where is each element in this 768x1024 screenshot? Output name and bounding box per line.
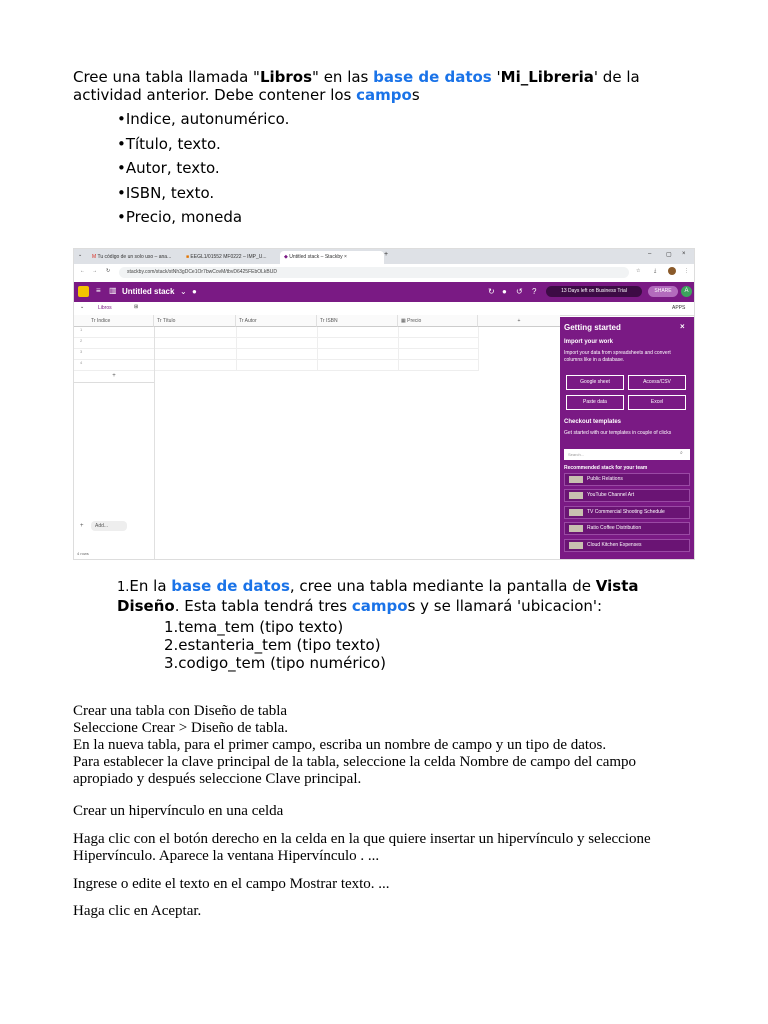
profile-avatar[interactable] <box>668 267 676 275</box>
templates-title: Checkout templates <box>564 419 622 425</box>
list-item: 2.estanteria_tem (tipo texto) <box>164 636 381 654</box>
template-thumbnail <box>569 525 583 532</box>
link-base-de-datos[interactable]: base de datos <box>373 68 492 86</box>
recommended-label: Recommended stack for your team <box>564 465 648 471</box>
table-design-notes: Crear una tabla con Diseño de tabla Seleccione Crear > Diseño de tabla. En la nueva tabla, para el primer campo, escriba un nombre de campo y un tipo de datos. Para establecer la clave principal de la tabla, seleccione la celda Nombre de campo del campo apropiado y después seleccione Clave principal. <box>73 703 637 787</box>
url-input[interactable]: stackby.com/stack/stNh3gDCe1Or7bwCovM/tbvD6425FEbOLkBUD <box>119 267 629 278</box>
paste-data-button[interactable]: Paste data <box>566 395 624 410</box>
excel-button[interactable]: Excel <box>628 395 686 410</box>
info-icon[interactable]: ● <box>192 287 197 296</box>
table-row[interactable]: 3 <box>74 349 478 360</box>
link-campo[interactable]: campo <box>351 597 408 615</box>
field-list <box>117 110 289 233</box>
template-search-input[interactable]: Search... <box>564 449 690 460</box>
import-desc: Import your data from spreadsheets and convert columns like in a database. <box>564 350 671 363</box>
add-button[interactable]: Add... <box>91 521 127 531</box>
list-item: 3.codigo_tem (tipo numérico) <box>164 654 386 672</box>
browser-tab[interactable]: M Tu código de un solo uso – ana... <box>92 254 172 260</box>
column-divider <box>317 327 318 371</box>
menu-dots-icon[interactable]: ⋮ <box>684 268 689 274</box>
gmail-icon: M <box>92 254 97 260</box>
add-sheet-icon[interactable]: ⊞ <box>134 304 139 310</box>
browser-tab[interactable]: ■ EEGL1/01552 MF0222 – IMP_U... <box>186 254 267 260</box>
add-column-button[interactable]: + <box>478 315 560 327</box>
import-title: Import your work <box>564 339 614 345</box>
step-1-paragraph: 1.En la base de datos, cree una tabla mediante la pantalla de Vista Diseño. Esta tabla tendrá tres campos y se llamará 'ubicacion': <box>117 577 639 615</box>
hyperlink-heading: Crear un hipervínculo en una celda <box>73 803 284 819</box>
address-bar-row <box>74 264 694 282</box>
app-header <box>74 282 694 302</box>
hamburger-icon[interactable]: ≡ <box>96 286 101 295</box>
reload-icon[interactable]: ↻ <box>106 268 111 274</box>
table-grid <box>74 315 560 560</box>
share-button[interactable]: SHARE <box>648 286 678 297</box>
chart-icon: ▥ <box>109 286 117 295</box>
chevron-down-icon[interactable]: ⌄ <box>80 304 85 310</box>
google-sheet-button[interactable]: Google sheet <box>566 375 624 390</box>
table-row[interactable]: 1 <box>74 327 478 338</box>
chevron-down-icon[interactable]: ⌄ <box>180 287 187 296</box>
templates-desc: Get started with our templates in couple of clicks <box>564 430 672 436</box>
user-avatar[interactable]: A <box>681 286 692 297</box>
template-thumbnail <box>569 492 583 499</box>
sheet-tab-bar <box>74 302 694 316</box>
template-item[interactable]: YouTube Channel Art <box>564 489 690 502</box>
list-item: 1.tema_tem (tipo texto) <box>164 618 344 636</box>
refresh-icon[interactable]: ↻ <box>488 287 495 296</box>
column-header[interactable]: Tr ISBN <box>317 315 398 327</box>
template-thumbnail <box>569 509 583 516</box>
browser-tab-strip <box>74 249 694 264</box>
column-divider <box>154 327 155 560</box>
row-count: 4 rows <box>77 551 89 556</box>
apps-button[interactable]: APPS <box>672 305 686 311</box>
accept-instruction: Haga clic en Aceptar. <box>73 903 202 919</box>
trial-badge[interactable]: 13 Days left on Business Trial <box>546 286 642 297</box>
template-item[interactable]: Ratio Coffee Distribution <box>564 522 690 535</box>
field-item: •Autor, texto. <box>117 159 220 177</box>
history-icon[interactable]: ↺ <box>516 287 523 296</box>
column-header[interactable]: ▦ Precio <box>398 315 478 327</box>
edit-text-instruction: Ingrese o edite el texto en el campo Mostrar texto. ... <box>73 876 390 892</box>
link-campo[interactable]: campo <box>356 86 412 104</box>
stackby-logo <box>78 286 89 297</box>
ubicacion-field-list <box>164 618 386 672</box>
access-csv-button[interactable]: Access/CSV <box>628 375 686 390</box>
maximize-icon[interactable]: ▢ <box>666 252 672 258</box>
column-divider <box>478 327 479 371</box>
column-header[interactable]: Tr Indice <box>74 315 154 327</box>
folder-icon: ■ <box>186 254 190 260</box>
intro-paragraph <box>73 68 713 104</box>
field-item: •ISBN, texto. <box>117 183 215 202</box>
panel-title: Getting started <box>564 323 621 332</box>
template-thumbnail <box>569 476 583 483</box>
search-icon: ⌕ <box>680 450 683 456</box>
browser-tab-active[interactable]: ◆ Untitled stack – Stackby × <box>280 251 384 264</box>
help-icon[interactable]: ? <box>532 287 537 296</box>
stackby-icon: ◆ <box>284 254 288 260</box>
add-row-button[interactable]: + <box>74 371 154 383</box>
field-item: •Título, texto. <box>117 134 221 153</box>
add-icon[interactable]: + <box>80 523 84 529</box>
link-base-de-datos[interactable]: base de datos <box>171 577 290 595</box>
chevron-down-icon[interactable]: ⌄ <box>78 252 83 258</box>
column-header[interactable]: Tr Título <box>154 315 236 327</box>
stack-title[interactable]: Untitled stack <box>122 287 175 296</box>
forward-icon[interactable]: → <box>92 268 97 274</box>
getting-started-panel <box>560 317 694 560</box>
sheet-tab-libros[interactable]: Libros <box>90 302 120 317</box>
table-row[interactable]: 4 <box>74 360 478 371</box>
field-item: •Indice, autonumérico. <box>117 110 290 128</box>
column-header[interactable]: Tr Autor <box>236 315 317 327</box>
bell-icon[interactable]: ● <box>502 287 507 296</box>
field-item: •Precio, moneda <box>117 208 243 226</box>
intro-line-2: actividad anterior. Debe contener los campos <box>73 86 420 104</box>
hyperlink-instructions: Haga clic con el botón derecho en la celda en la que quiere insertar un hipervínculo y seleccione Hipervínculo. Aparece la ventana Hipervínculo . ... <box>73 831 651 864</box>
column-divider <box>236 327 237 371</box>
close-icon[interactable]: × <box>680 322 685 331</box>
template-item[interactable]: Public Relations <box>564 473 690 486</box>
minimize-icon[interactable]: – <box>648 251 652 257</box>
column-divider <box>398 327 399 371</box>
table-row[interactable]: 2 <box>74 338 478 349</box>
star-icon[interactable]: ☆ <box>636 268 641 274</box>
template-thumbnail <box>569 542 583 549</box>
stackby-screenshot <box>73 248 695 560</box>
new-tab-icon[interactable]: + <box>384 251 389 258</box>
intro-line-1: Cree una tabla llamada "Libros" en las base de datos 'Mi_Libreria' de la <box>73 68 640 86</box>
download-icon[interactable]: ⤓ <box>654 268 657 274</box>
back-icon[interactable]: ← <box>80 268 85 274</box>
template-item[interactable]: TV Commercial Shooting Schedule <box>564 506 690 519</box>
close-window-icon[interactable]: × <box>682 251 686 257</box>
template-item[interactable]: Cloud Kitchen Expenses <box>564 539 690 552</box>
